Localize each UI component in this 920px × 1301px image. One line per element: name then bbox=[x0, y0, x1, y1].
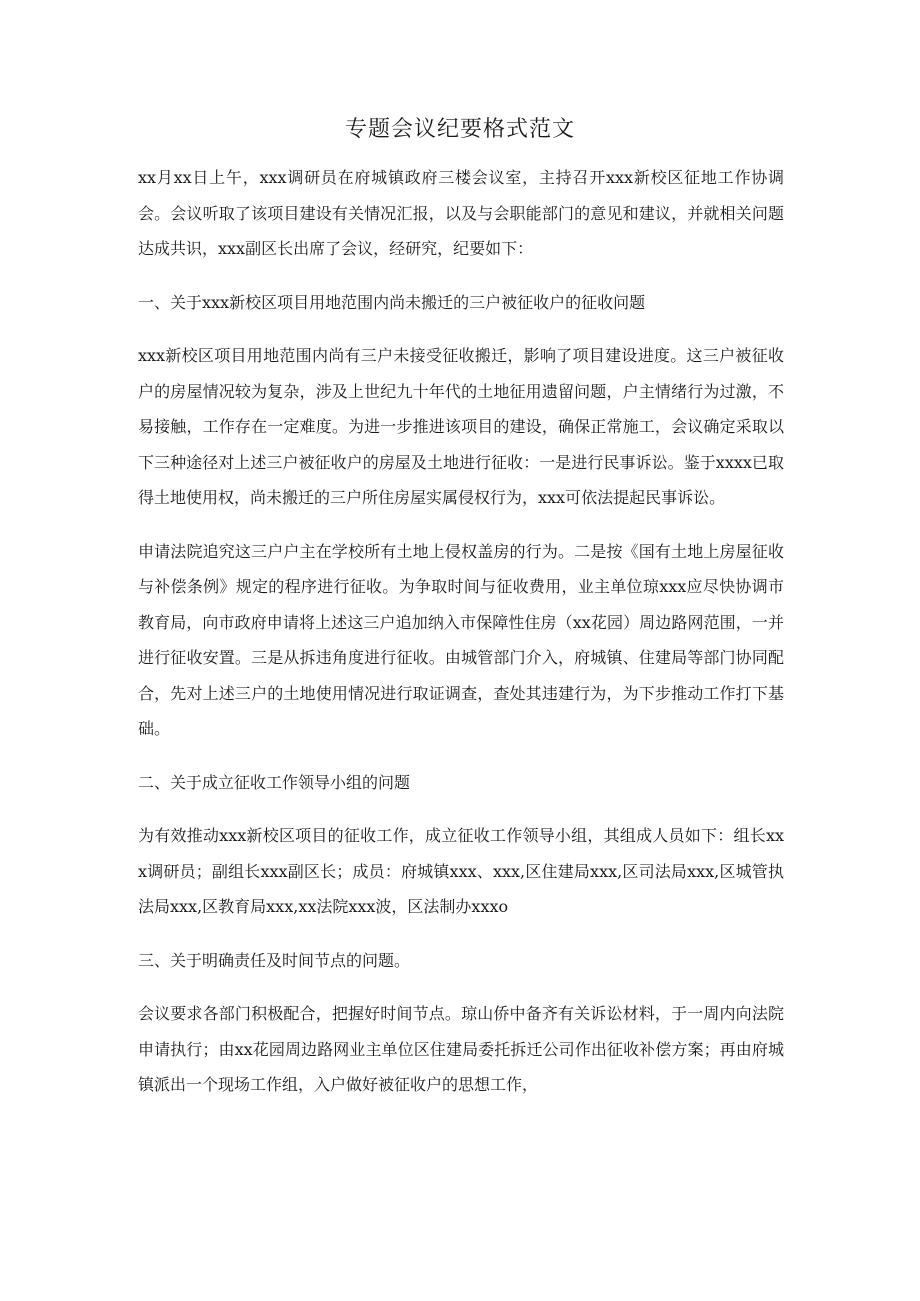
paragraph-section-2: 为有效推动xxx新校区项目的征收工作，成立征收工作领导小组，其组成人员如下：组长xxx调研员；副组长xxx副区长；成员：府城镇xxx、xxx,区住建局xxx,区司法局xxx,区城管执法局xxx,区教育局xxx,xx法院xxx波，区法制办xxxo bbox=[138, 826, 784, 916]
section-heading-2: 二、关于成立征收工作领导小组的问题 bbox=[138, 772, 411, 792]
paragraph-section-1b: 申请法院追究这三户户主在学校所有土地上侵权盖房的行为。二是按《国有土地上房屋征收与补偿条例》规定的程序进行征收。为争取时间与征收费用，业主单位琼xxx应尽快协调市教育局，向市政府申请将上述这三户追加纳入市保障性住房（xx花园）周边路网范围，一并进行征收安置。三是从拆违角度进行征收。由城管部门介入，府城镇、住建局等部门协同配合，先对上述三户的土地使用情况进行取证调查，查处其违建行为，为下步推动工作打下基础。 bbox=[138, 541, 784, 738]
paragraph-intro: xx月xx日上午，xxx调研员在府城镇政府三楼会议室，主持召开xxx新校区征地工作协调会。会议听取了该项目建设有关情况汇报，以及与会职能部门的意见和建议，并就相关问题达成共识，xxx副区长出席了会议，经研究，纪要如下： bbox=[138, 168, 784, 258]
section-heading-1: 一、关于xxx新校区项目用地范围内尚未搬迁的三户被征收户的征收问题 bbox=[138, 292, 646, 312]
section-heading-3: 三、关于明确责任及时间节点的问题。 bbox=[138, 950, 411, 970]
document-title: 专题会议纪要格式范文 bbox=[344, 117, 575, 142]
document-body bbox=[138, 160, 784, 1121]
paragraph-section-1a: xxx新校区项目用地范围内尚有三户未接受征收搬迁，影响了项目建设进度。这三户被征收户的房屋情况较为复杂，涉及上世纪九十年代的土地征用遗留问题，户主情绪行为过激，不易接触，工作存在一定难度。为进一步推进该项目的建设，确保正常施工，会议确定采取以下三种途径对上述三户被征收户的房屋及土地进行征收：一是进行民事诉讼。鉴于xxxx已取得土地使用权，尚未搬迁的三户所住房屋实属侵权行为，xxx可依法提起民事诉讼。 bbox=[138, 346, 784, 507]
paragraph-section-3: 会议要求各部门积极配合，把握好时间节点。琼山侨中备齐有关诉讼材料，于一周内向法院申请执行；由xx花园周边路网业主单位区住建局委托拆迁公司作出征收补偿方案；再由府城镇派出一个现场工作组，入户做好被征收户的思想工作， bbox=[138, 1004, 784, 1094]
